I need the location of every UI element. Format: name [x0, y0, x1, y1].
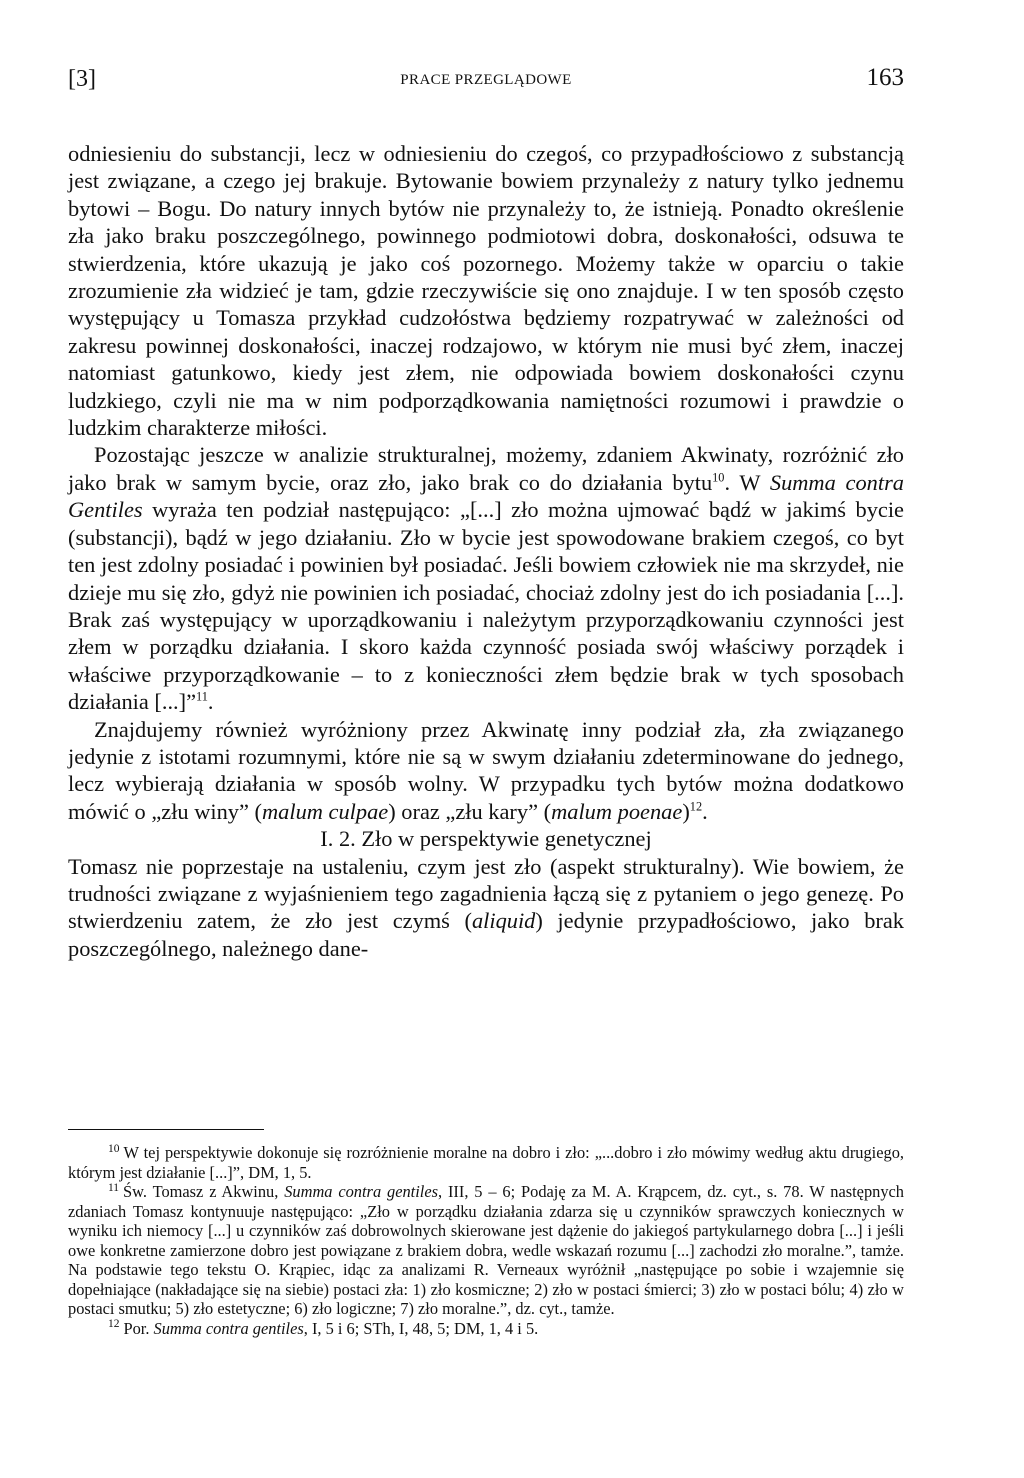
footnote-11 — [68, 1182, 904, 1319]
paragraph-4-text: ) jedynie przypadłościowo, jako brak poszczególnego, należnego dane- — [68, 908, 904, 961]
footnote-text: W tej perspektywie dokonuje się rozróżnienie moralne na dobro i zło: „...dobro i zło mówimy według aktu drugiego, którym jest działanie [...]”, DM, 1, 5. — [68, 1143, 904, 1182]
latin-term: malum poenae — [551, 798, 683, 824]
page-number: 163 — [866, 64, 904, 91]
paragraph-1: odniesieniu do substancji, lecz w odniesieniu do czegoś, co przypadłościowo z substancją jest związane, a czego jej brakuje. Bytowanie bowiem przynależy z natury tylko jednemu bytowi – Bogu. Do natury innych bytów nie przynależy to, że istnieją. Ponadto określenie zła jako braku poszczególnego, powinnego podmiotowi dobra, doskonałości, odsuwa te stwierdzenia, które ukazują je jako coś pozornego. Możemy także w oparciu o takie zrozumienie zła widzieć je tam, gdzie rzeczywiście się ono znajduje. I w ten sposób często występujący u Tomasza przykład cudzołóstwa będziemy rozpatrywać w zależności od zakresu powinnej doskonałości, inaczej rodzajowo, w którym nie musi być złem, inaczej natomiast gatunkowo, kiedy jest złem, nie odpowiada bowiem doskonałości czynu ludzkiego, czyli nie ma w nim podporządkowania namiętności rozumowi i prawdzie o ludzkim charakterze miłości. — [68, 141, 904, 441]
footnote-ref-11[interactable]: 11 — [196, 689, 208, 704]
section-number: [3] — [68, 66, 96, 92]
paragraph-2-quote: wyraża ten podział następująco: „[...] zło można ujmować bądź w jakimś bycie (substancji), bądź w jego działaniu. Zło w bycie jest spowodowane brakiem czegoś, co byt ten jest zdolny posiadać i powinien był posiadać. Jeśli bowiem człowiek nie ma skrzydeł, nie dzieje mu się zło, gdyż nie powinien ich posiadać, chociaż zdolny jest do ich posiadania [...]. Brak zaś występujący w uporządkowaniu i należytym przyporządkowaniu czynności jest złem w porządku działania. I skoro każda czynność posiada swój właściwy porządek i właściwe przyporządkowanie – to z konieczności złem będzie brak w tych sposobach działania [...]” — [68, 497, 904, 715]
paragraph-3-text: ) oraz „złu kary” ( — [388, 798, 552, 824]
latin-term: malum culpae — [262, 798, 389, 824]
book-title: Summa contra gentiles — [284, 1182, 438, 1201]
footnote-number: 11 — [108, 1181, 120, 1194]
footnote-ref-10[interactable]: 10 — [712, 470, 725, 485]
paragraph-4-text: Tomasz nie poprzestaje na ustaleniu, czym jest zło (aspekt strukturalny). Wie bowiem, że trudności związane z wyjaśnieniem tego zagadnienia łączą się z pytaniem o jego genezę. Po stwierdzeniu zatem, że zło jest czymś ( — [68, 853, 904, 934]
paragraph-3-text: Znajdujemy również wyróżniony przez Akwinatę inny podział zła, zła związanego jedynie z istotami rozumnymi, które nie są w swym działaniu zdeterminowane do jednego, lecz wybierają działania w sposób wolny. W przypadku tych bytów można dodatkowo mówić o „złu winy” ( — [68, 716, 904, 824]
footnote-text: Por. — [123, 1318, 154, 1338]
latin-term: aliquid — [471, 908, 536, 934]
paragraph-2-text: Pozostając jeszcze w analizie strukturalnej, możemy, zdaniem Akwinaty, rozróżnić zło jako brak w samym bycie, oraz zło, jako brak co do działania bytu — [68, 442, 904, 495]
footnote-number: 10 — [108, 1142, 120, 1155]
main-text — [68, 140, 904, 962]
footnote-separator — [68, 1129, 264, 1130]
footnote-text: , III, 5 – 6; Podaję za M. A. Krąpcem, dz. cyt., s. 78. W następnych zdaniach Tomasz kontynuuje następująco: „Zło w porządku działania zdarza się u czynników sprawczych koniecznych w wyniku ich niemocy [...] u czynników zaś dobrowolnych skierowane jest dążenie do jakiegoś partykularnego dobra [...] i jeśli owe konkretne zamierzone dobro jest powiązane z brakiem dobra, wedle wskazań rozumu [...] zachodzi zło moralne.”, tamże. Na podstawie tego tekstu O. Krąpiec, idąc za analizami R. Verneaux wyróżnił „następujące po sobie i wzajemnie się dopełniające (nakładające się na siebie) postaci zła: 1) zło kosmiczne; 2) zło w postaci śmierci; 3) zło w postaci bólu; 4) zło w postaci smutku; 5) zło estetyczne; 6) zło logiczne; 7) zło moralne.”, dz. cyt., tamże. — [68, 1182, 905, 1318]
paragraph-2-text: . W — [724, 469, 770, 495]
paragraph-2 — [68, 441, 904, 715]
footnote-ref-12[interactable]: 12 — [689, 799, 703, 814]
section-heading: I. 2. Zło w perspektywie genetycznej — [320, 826, 652, 852]
book-title: Summa contra Gentiles — [68, 469, 905, 523]
footnotes — [68, 1143, 904, 1338]
footnote-text: Św. Tomasz z Akwinu, — [123, 1182, 285, 1201]
paragraph-3 — [68, 716, 904, 826]
paragraph-2-text: . — [207, 689, 214, 715]
paragraph-3-text: ) — [682, 798, 690, 824]
footnote-10 — [68, 1143, 904, 1182]
book-title: Summa contra gentiles — [153, 1318, 304, 1338]
running-title: PRACE PRZEGLĄDOWE — [400, 72, 572, 88]
paragraph-4 — [68, 853, 904, 963]
footnote-number: 12 — [108, 1318, 120, 1331]
footnote-text: , I, 5 i 6; STh, I, 48, 5; DM, 1, 4 i 5. — [303, 1318, 539, 1338]
footnote-12 — [68, 1319, 904, 1339]
paragraph-3-text: . — [702, 798, 708, 824]
running-header — [68, 64, 904, 94]
